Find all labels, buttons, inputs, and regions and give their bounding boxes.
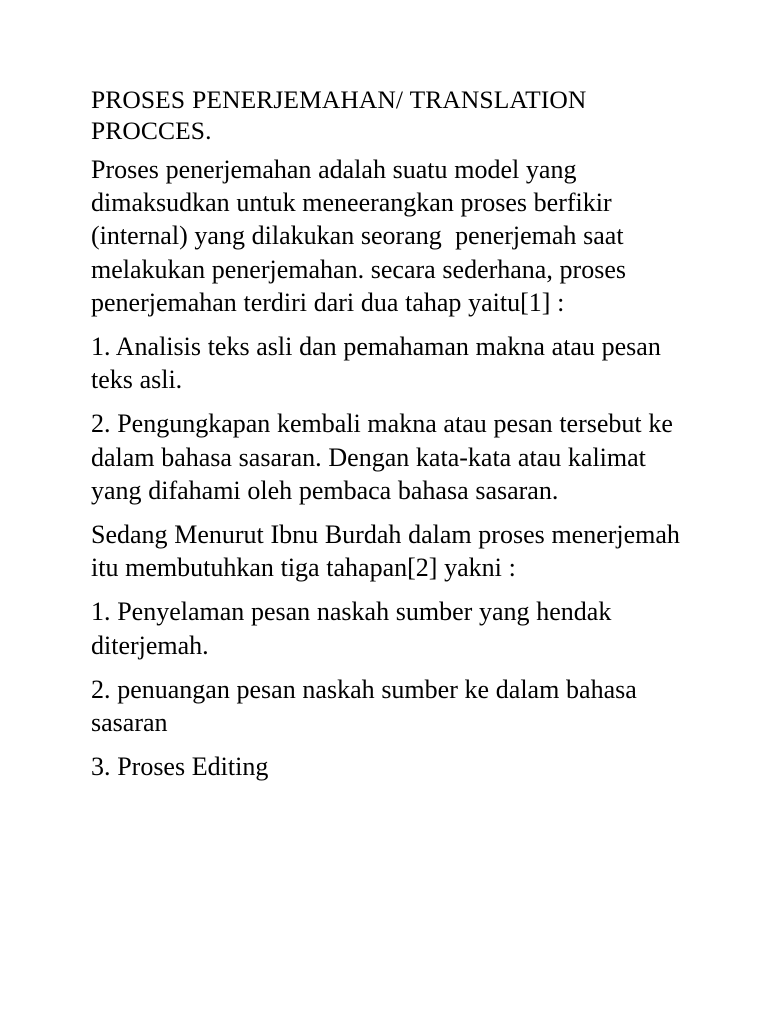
page-title: PROSES PENERJEMAHAN/ TRANSLATION PROCCES.	[91, 85, 587, 145]
list-item-burdah-2: 2. penuangan pesan naskah sumber ke dalam bahasa sasaran	[91, 674, 644, 738]
document-text-column	[91, 84, 687, 783]
paragraph-intro: Proses penerjemahan adalah suatu model yang dimaksudkan untuk meneerangkan proses berfikir (internal) yang dilakukan seorang penerjemah saat melakukan penerjemahan. secara sederhana, proses penerjemahan terdiri dari dua tahap yaitu[1] :	[91, 155, 633, 317]
list-item-stage-1: 1. Analisis teks asli dan pemahaman makna atau pesan teks asli.	[91, 332, 668, 395]
paragraph-burdah-intro: Sedang Menurut Ibnu Burdah dalam proses menerjemah itu membutuhkan tiga tahapan[2] yakni :	[91, 520, 687, 583]
list-item-burdah-1: 1. Penyelaman pesan naskah sumber yang hendak diterjemah.	[91, 597, 619, 660]
list-item-burdah-3: 3. Proses Editing	[91, 752, 269, 782]
list-item-stage-2: 2. Pengungkapan kembali makna atau pesan tersebut ke dalam bahasa sasaran. Dengan kata-kata atau kalimat yang difahami oleh pembaca bahasa sasaran.	[91, 409, 680, 505]
